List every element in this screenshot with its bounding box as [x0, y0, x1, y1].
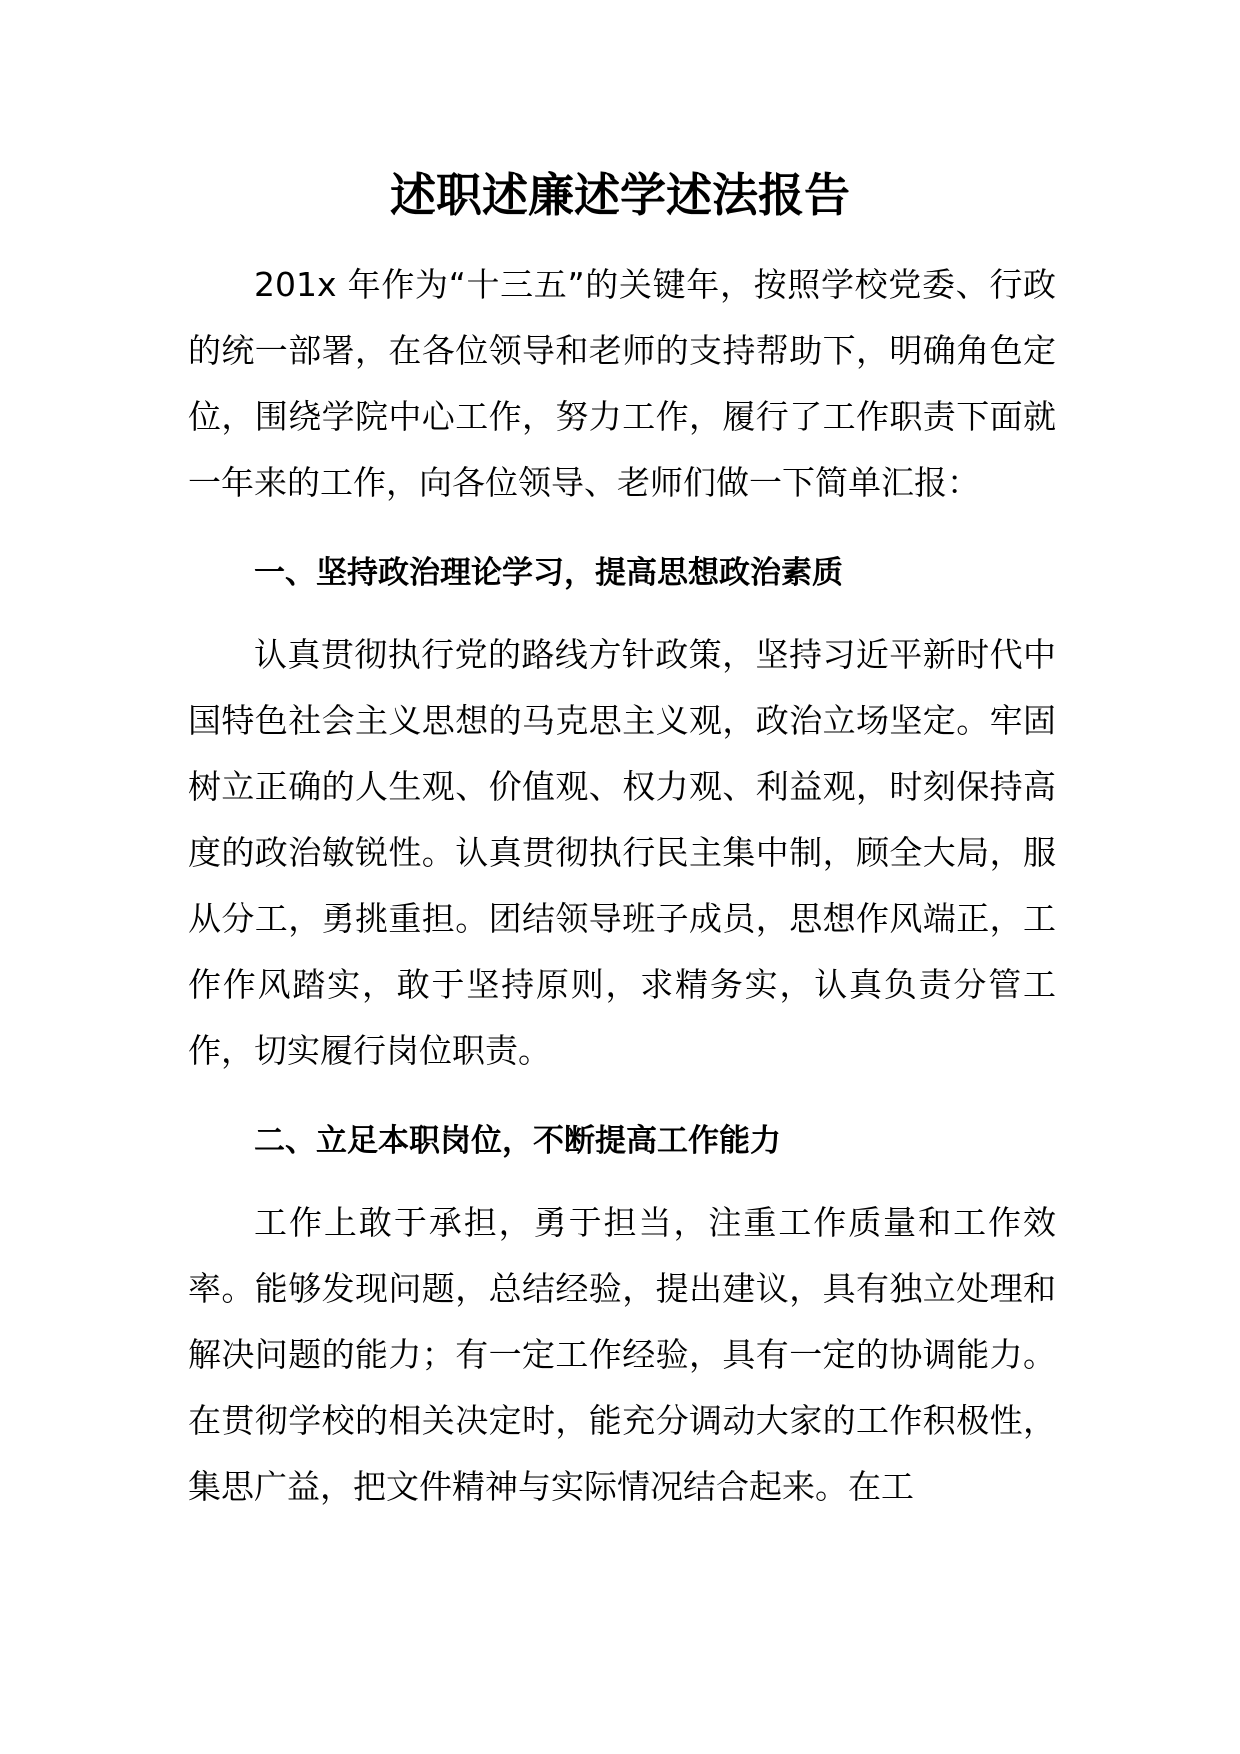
document-body	[188, 252, 1056, 1520]
intro-paragraph: 201x 年作为“十三五”的关键年，按照学校党委、行政的统一部署，在各位领导和老师的支持帮助下，明确角色定位，围绕学院中心工作，努力工作，履行了工作职责下面就一年来的工作，向各位领导、老师们做一下简单汇报：	[188, 265, 1056, 502]
section-2-heading: 二、立足本职岗位，不断提高工作能力	[254, 1123, 781, 1159]
section-1-heading: 一、坚持政治理论学习，提高思想政治素质	[254, 555, 843, 591]
section-1-paragraph: 认真贯彻执行党的路线方针政策，坚持习近平新时代中国特色社会主义思想的马克思主义观，政治立场坚定。牢固树立正确的人生观、价值观、权力观、利益观，时刻保持高度的政治敏锐性。认真贯彻执行民主集中制，顾全大局，服从分工，勇挑重担。团结领导班子成员，思想作风端正，工作作风踏实，敢于坚持原则，求精务实，认真负责分管工作，切实履行岗位职责。	[188, 635, 1056, 1070]
section-2-paragraph: 工作上敢于承担，勇于担当，注重工作质量和工作效率。能够发现问题，总结经验，提出建议，具有独立处理和解决问题的能力；有一定工作经验，具有一定的协调能力。在贯彻学校的相关决定时，能充分调动大家的工作积极性，集思广益，把文件精神与实际情况结合起来。在工	[188, 1203, 1056, 1506]
document-title: 述职述廉述学述法报告	[390, 168, 850, 222]
